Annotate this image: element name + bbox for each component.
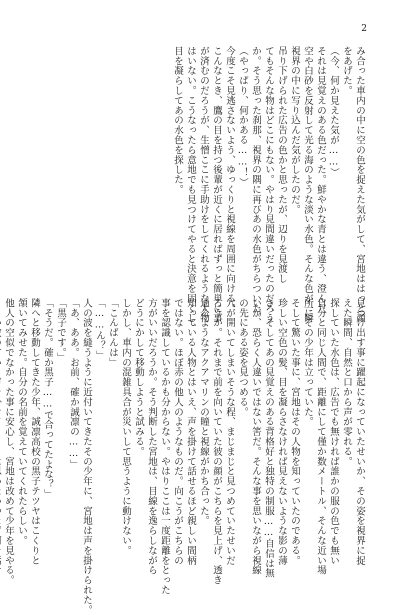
text-line: 「あ、ああ。お前、確か誠凛の……」 (68, 298, 79, 470)
text-line: が済むのだろうが、生憎ここに手助けをしてくれるような人物 (198, 46, 209, 324)
text-line: 見つけ出す事に躍起になっていたせいか、その姿を視界に捉 (354, 298, 365, 566)
text-line: 頷いてみせた。自分の名前を覚えていてくれたらしい。 (16, 298, 27, 546)
bottom-text-block (3, 298, 366, 615)
text-line: そして驚いた事に、宮地はその人物を知っていたのである。 (289, 298, 300, 566)
text-line: をあげた。 (341, 46, 352, 96)
text-line: 自分と同じ人間で、距離にして僅か数メートル、そんな近い場 (315, 298, 326, 576)
text-line: こんなとき、鷹の目を持つ後輩が近くに居ればずっと簡単に事 (211, 46, 222, 324)
text-line: 他人の空似でなかった事に安心し、宮地は改めて少年を見やる。 (3, 298, 14, 586)
text-line: えた瞬間、自然と口から声が零れる。 (341, 298, 352, 467)
text-line: 「こんばんは」 (107, 298, 118, 368)
text-line: 人の波を縫うように近付いてきたその少年に、宮地は声を掛けられた。 (81, 298, 92, 615)
text-line: か。そう思った刹那、視界の隅に再びあの水色がちらついた。 (250, 46, 261, 324)
text-line: 目を凝らしてあの水色を探した。 (172, 46, 183, 195)
text-line: しかし、車内の混雑具合が災いして思うように動けない。 (120, 298, 131, 556)
text-line: どうにかして移動しようと試みる。 (133, 298, 144, 457)
text-line: 視界の中に写り込んだ気がしたのだ。 (289, 46, 300, 215)
page-number: 2 (361, 24, 367, 34)
text-line: 「そうだ。確か黒子……で合ってたよな？」 (42, 298, 53, 499)
text-line: それは見覚えのある色だった。鮮やかな青とは違う、澄んだ (315, 46, 326, 314)
text-line: 事を認識しているかも分からない。やはりここは一度距離をとった (159, 298, 170, 595)
text-line: 知っている人物とはいえ、声を掛けて話せるほど親しい間柄 (185, 298, 196, 566)
text-line: 「黒子です。」 (55, 298, 66, 363)
text-line (0, 298, 2, 538)
text-line: （今、何か見えた気が……） (328, 46, 339, 178)
text-line: 空や白砂を反射して光る海のような淡い水色。そんな色が一瞬 (302, 46, 313, 324)
text-line: さ、そしてあの見覚えのある背格好と独特の制服……自信は無 (263, 298, 274, 579)
text-line: いが、恐らく人違いではない筈だ。そんな事を思いながら視線 (250, 298, 261, 576)
text-line: 吊り下げられた広告の色かと思ったが、辺りを見渡し (276, 46, 287, 284)
text-line: はいない。こうなったら意地でも見つけてやると決意を固くし、 (185, 46, 196, 334)
text-line: 今度こそ見逃さないよう、ゆっくりと視線を周囲に向ける。 (224, 46, 235, 314)
text-line: 所にその少年は立っていた。 (302, 298, 313, 427)
text-line: ではない。ほぼ赤の他人のようなものだ。向こうがこちらの (172, 298, 183, 566)
text-line: てもそんな物はどこにもない。やはり見間違いだったのだろう (263, 46, 274, 324)
text-line: の先にある姿を見つめる。 (237, 298, 248, 417)
text-line: 珍しい空色の髪、目を凝らさなければ見えないような影の薄 (276, 298, 287, 566)
text-line: 探していた水色は、広告でも無ければ誰かの服の色でも無い (328, 298, 339, 566)
text-line: （やっぱり、何かある……！） (237, 46, 248, 188)
text-line: 隣へと移動してきた少年、誠凛高校の黒子テツヤはこくりと (29, 298, 40, 566)
text-line: 方がいいだろうか。そう判断した宮地は、目線を逸らしながら (146, 298, 157, 576)
text-line: 通るようなアクアマリンの瞳と視線がかち合った。 (198, 298, 209, 526)
text-line: 「……ん？」 (94, 298, 105, 361)
text-line: ろうか。それまで前を向いていた彼の顔がこちらを見上げ、透き (211, 298, 222, 586)
text-line: み合った車内の中に空の色を捉えた気がして、宮地ははっと顔 (354, 46, 365, 324)
text-line: 穴が開いてしまいそうな程、まじまじと見つめていたせいだ (224, 298, 235, 566)
